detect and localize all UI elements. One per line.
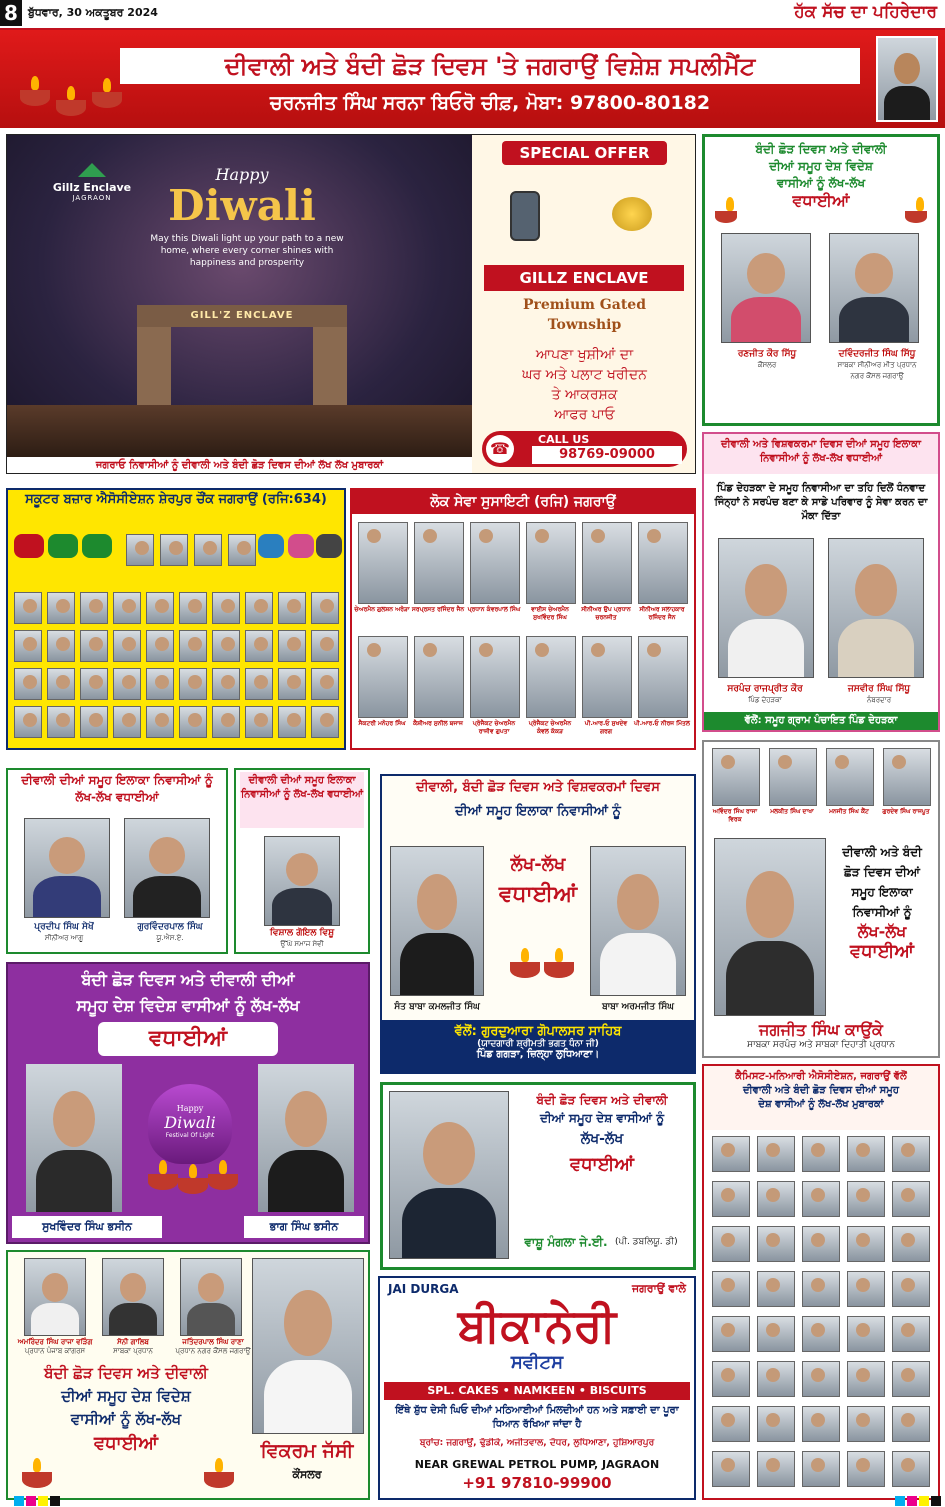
vashu-name: ਵਾਸ਼ੂ ਮੰਗਲਾ ਜੇ.ਈ. — [524, 1235, 608, 1249]
member-caption: ਵਾਈਸ ਚੇਅਰਮੈਨ ਸੁਖਵਿੰਦਰ ਸਿੰਘ — [531, 606, 569, 621]
member-photo — [278, 706, 306, 738]
member-photo — [526, 636, 576, 718]
diya-icon — [92, 92, 122, 108]
photo-bhag-bhasin — [258, 1064, 354, 1212]
member-photo — [802, 1406, 840, 1442]
member-photo — [146, 706, 174, 738]
member-photo — [146, 630, 174, 662]
diya-icon — [905, 211, 927, 223]
leader-caption: ਅਵਿੰਦਰ ਸਿੰਘ ਰਾਜਾ ਵਿਰਕ — [712, 808, 758, 823]
office-bearer-photo — [194, 534, 222, 566]
page-number: 8 — [0, 0, 22, 26]
gurdwara-vadhaiyan: ਵਧਾਈਆਂ — [498, 882, 578, 907]
photo-pardeep — [24, 818, 110, 918]
leader-photo — [769, 748, 817, 806]
photo-jatinderpal-rana — [180, 1258, 242, 1336]
member-photo — [757, 1181, 795, 1217]
member-caption: ਕੈਸ਼ੀਅਰ ਸੁਨੀਲ ਬਜਾਜ — [413, 720, 463, 727]
leader-photo — [712, 748, 760, 806]
bhasin-greeting-box — [6, 962, 370, 1244]
member-photo — [278, 668, 306, 700]
premium-line2: Township — [547, 317, 622, 333]
member-photo — [757, 1406, 795, 1442]
enclave-gate: GILL'Z ENCLAVE — [127, 285, 357, 415]
member-photo — [847, 1226, 885, 1262]
member-photo — [212, 668, 240, 700]
brand-banner: GILLZ ENCLAVE — [484, 265, 684, 291]
member-photo — [802, 1451, 840, 1487]
registration-mark — [50, 1496, 60, 1506]
photo-davinderjit-singh — [829, 233, 919, 343]
leader-caption: ਮਲਕੀਤ ਸਿੰਘ ਦਾਖਾ — [770, 808, 814, 815]
caption-jasvir: ਜਸਵੀਰ ਸਿੰਘ ਸਿੱਧੂ ਨੰਬਰਦਾਰ — [847, 684, 911, 704]
member-photo — [414, 522, 464, 604]
bikaneri-products: SPL. CAKES • NAMKEEN • BISCUITS — [384, 1382, 690, 1400]
bikaneri-branches: ਬ੍ਰਾਂਚ: ਜਗਰਾਉਂ, ਢੁੱਡੀਕੇ, ਅਜੀਤਵਾਲ, ਦੋਧਰ, ਲੁਧਿਆਣਾ, ਹੁਸ਼ਿਆਰਪੁਰ — [419, 1438, 655, 1448]
byline: ਚਰਨਜੀਤ ਸਿੰਘ ਸਰਨਾ ਬਿਓਰੋ ਚੀਫ਼, ਮੋਬਾ: 97800-80182 — [269, 92, 711, 114]
offer-text: ਆਪਣਾ ਖੁਸ਼ੀਆਂ ਦਾ ਘਰ ਅਤੇ ਪਲਾਟ ਖਰੀਦਨ ਤੇ ਆਕਰਸ਼ਕ ਆਫਰ ਪਾਓ — [522, 347, 647, 423]
member-photo — [113, 592, 141, 624]
member-photo — [245, 592, 273, 624]
phone-icon: ☎ — [486, 435, 514, 463]
bhasin-person2: ਭਾਗ ਸਿੰਘ ਭਸੀਨ — [244, 1216, 364, 1238]
caption-vishal: ਵਿਸ਼ਾਲ ਗੋਇਲ ਵਿਸ਼ੂ ਉੱਘੇ ਸਮਾਜ ਸੇਵੀ — [269, 928, 335, 948]
member-photo — [712, 1361, 750, 1397]
chemist-header: ਕੈਮਿਸਟ-ਮਨਿਆਰੀ ਐਸੋਸੀਏਸ਼ਨ, ਜਗਰਾਉਂ ਵੱਲੋਂ ਦੀਵਾਲੀ ਅਤੇ ਬੰਦੀ ਛੋੜ ਦਿਵਸ ਦੀਆਂ ਸਮੂਹ ਦੇਸ਼ ਵਾਸੀਆਂ ਨੂੰ ਲੱਖ-ਲੱਖ ਮੁਬਾਰਕਾਂ — [704, 1066, 938, 1130]
member-photo — [245, 668, 273, 700]
photo-vashu-mangla — [389, 1091, 509, 1259]
member-photo — [802, 1316, 840, 1352]
lok-sewa-society-box — [350, 488, 696, 750]
headline-banner — [0, 30, 945, 128]
member-caption: ਪੀ.ਆਰ.ਓ ਸੁਖਦੇਵ ਗਰਗ — [584, 720, 628, 735]
scooter-bazar-box — [6, 488, 346, 750]
phone-prize-icon — [510, 191, 540, 241]
member-photo — [245, 706, 273, 738]
member-photo — [757, 1361, 795, 1397]
registration-mark — [907, 1496, 917, 1506]
vikram-title: ਕੌਂਸਲਰ — [292, 1468, 322, 1481]
caption-gurvinderpal: ਗੁਰਵਿੰਦਰਪਾਲ ਸਿੰਘ ਯੂ.ਐਸ.ਏ. — [137, 922, 203, 942]
bikaneri-desc: ਇੱਥੇ ਸ਼ੁੱਧ ਦੇਸੀ ਘਿਓ ਦੀਆਂ ਮਠਿਆਈਆਂ ਮਿਲਦੀਆਂ ਹਨ ਅਤੇ ਸਫ਼ਾਈ ਦਾ ਪੂਰਾ ਧਿਆਨ ਰੱਖਿਆ ਜਾਂਦਾ ਹੈ — [395, 1405, 679, 1430]
call-us-panel — [482, 431, 687, 467]
caption-pardeep: ਪ੍ਰਦੀਪ ਸਿੰਘ ਸੇਖੋਂ ਸੀਨੀਅਰ ਆਗੂ — [34, 922, 94, 942]
diya-icon — [148, 1174, 178, 1190]
member-photo — [278, 592, 306, 624]
ad-tagline: May this Diwali light up your path to a new home, where every corner shines with happiness and prosperity — [150, 234, 344, 268]
lok-sewa-header: ਲੋਕ ਸੇਵਾ ਸੁਸਾਇਟੀ (ਰਜਿ) ਜਗਰਾਉਂ — [352, 490, 694, 514]
member-photo — [757, 1226, 795, 1262]
gold-coin-icon — [612, 197, 652, 231]
leader-photo — [826, 748, 874, 806]
member-caption: ਸੀਨੀਅਰ ਸਲਾਹਕਾਰ ਰਜਿੰਦਰ ਜੈਨ — [639, 606, 685, 621]
member-caption: ਪ੍ਰੋਜੈਕਟ ਚੇਅਰਮੈਨ ਕੰਵਲ ਕੱਕੜ — [528, 720, 572, 735]
member-photo — [526, 522, 576, 604]
member-photo — [892, 1181, 930, 1217]
photo-jagjit-kaunke — [714, 838, 826, 1016]
call-us-label: CALL US — [538, 433, 590, 446]
kaunke-name: ਜਗਜੀਤ ਸਿੰਘ ਕਾਉਂਕੇ — [759, 1020, 883, 1039]
gurdwara-person2: ਬਾਬਾ ਅਰਮਜੀਤ ਸਿੰਘ — [602, 1002, 674, 1012]
registration-mark — [14, 1496, 24, 1506]
leader-caption: ਮਨਜੀਤ ਸਿੰਘ ਕੈਂਟ — [829, 808, 869, 815]
caption-rajpreet: ਸਰਪੰਚ ਰਾਜਪ੍ਰੀਤ ਕੌਰ ਪਿੰਡ ਦੇਹੜਕਾ — [727, 684, 803, 704]
member-photo — [892, 1406, 930, 1442]
member-photo — [14, 668, 42, 700]
bikaneri-sweets: ਸਵੀਟਸ — [510, 1352, 564, 1373]
member-photo — [712, 1226, 750, 1262]
member-photo — [847, 1136, 885, 1172]
diya-icon — [20, 90, 50, 106]
vishal-header: ਦੀਵਾਲੀ ਦੀਆਂ ਸਮੂਹ ਇਲਾਕਾ ਨਿਵਾਸੀਆਂ ਨੂੰ ਲੱਖ-ਲੱਖ ਵਧਾਈਆਂ — [240, 772, 364, 828]
bikaneri-sweets-ad — [378, 1276, 696, 1500]
gurdwara-lakh: ਲੱਖ-ਲੱਖ — [510, 854, 566, 875]
vikram-jassi-box — [6, 1250, 370, 1500]
member-photo — [582, 522, 632, 604]
kaunke-title: ਸਾਬਕਾ ਸਰਪੰਚ ਅਤੇ ਸਾਬਕਾ ਦਿਹਾਤੀ ਪ੍ਰਧਾਨ — [747, 1040, 895, 1050]
member-photo — [212, 592, 240, 624]
vashu-greeting-box — [380, 1082, 696, 1270]
gurdwara-footer: ਵੱਲੋਂ: ਗੁਰਦੁਆਰਾ ਗੋਪਾਲਸਰ ਸਾਹਿਬ (ਯਾਦਗਾਰੀ ਸ਼੍ਰੀਮਤੀ ਭਗਤ ਧੰਨਾ ਜੀ) ਪਿੰਡ ਗਗੜਾ, ਜ਼ਿਲ੍ਹਾ ਲੁਧਿਆਣਾ। — [382, 1020, 694, 1072]
photo-soni-galib — [102, 1258, 164, 1336]
photo-rajpreet-kaur — [718, 538, 814, 678]
bhasin-line2: ਸਮੂਹ ਦੇਸ਼ ਵਿਦੇਸ਼ ਵਾਸੀਆਂ ਨੂੰ ਲੱਖ-ਲੱਖ — [76, 996, 300, 1015]
registration-mark — [919, 1496, 929, 1506]
caption-galib: ਸੋਨੀ ਗਾਲਿਬ ਸਾਬਕਾ ਪ੍ਰਧਾਨ — [113, 1338, 153, 1355]
member-photo — [470, 522, 520, 604]
councillor-greeting-box — [702, 134, 940, 426]
diya-icon — [204, 1472, 234, 1488]
member-photo — [47, 668, 75, 700]
caption-rana: ਜਤਿੰਦਰਪਾਲ ਸਿੰਘ ਰਾਣਾ ਪ੍ਰਧਾਨ ਨਗਰ ਕੌਂਸਲ ਜਗਰਾਉਂ — [175, 1338, 251, 1355]
diya-icon — [178, 1178, 208, 1194]
kaunke-lines: ਦੀਵਾਲੀ ਅਤੇ ਬੰਦੀ ਛੋੜ ਦਿਵਸ ਦੀਆਂ ਸਮੂਹ ਇਲਾਕਾ ਨਿਵਾਸੀਆਂ ਨੂੰ ਲੱਖ-ਲੱਖ ਵਧਾਈਆਂ — [842, 845, 922, 962]
member-photo — [892, 1226, 930, 1262]
member-photo — [892, 1361, 930, 1397]
member-photo — [278, 630, 306, 662]
office-bearer-photo — [228, 534, 256, 566]
member-photo — [892, 1136, 930, 1172]
logo-house-icon — [78, 163, 106, 177]
member-photo — [470, 636, 520, 718]
photo-armjit-singh — [590, 846, 686, 996]
member-photo — [757, 1271, 795, 1307]
gurdwara-greeting-box — [380, 774, 696, 1074]
headline: ਦੀਵਾਲੀ ਅਤੇ ਬੰਦੀ ਛੋੜ ਦਿਵਸ 'ਤੇ ਜਗਰਾਉਂ ਵਿਸ਼ੇਸ਼ ਸਪਲੀਮੈਂਟ — [120, 48, 860, 84]
pardeep-greeting-box — [6, 768, 228, 954]
chemist-association-box — [702, 1064, 940, 1500]
member-caption: ਚੇਅਰਮੈਨ ਗੁਲਸ਼ਨ ਅਰੋੜਾ — [354, 606, 410, 613]
member-photo — [892, 1451, 930, 1487]
member-photo — [847, 1316, 885, 1352]
dehrka-body: ਪਿੰਡ ਦੇਹੜਕਾ ਦੇ ਸਮੂਹ ਨਿਵਾਸੀਆ ਦਾ ਤਹਿ ਦਿਲੋਂ ਧੰਨਵਾਦ ਜਿੰਨ੍ਹਾਂ ਨੇ ਸਰਪੰਚ ਬਣਾ ਕੇ ਸਾਡੇ ਪਰਿਵਾਰ ਨੂੰ ਸੇਵਾ ਕਰਨ ਦਾ ਮੌਕਾ ਦਿੱਤਾ — [714, 483, 928, 522]
member-photo — [712, 1316, 750, 1352]
kaunke-greeting-box — [702, 740, 940, 1058]
member-photo-grid — [8, 490, 344, 748]
member-photo — [80, 592, 108, 624]
member-photo — [712, 1181, 750, 1217]
member-photo — [179, 630, 207, 662]
vishal-greeting-box — [234, 768, 370, 954]
member-photo — [212, 630, 240, 662]
member-photo — [638, 522, 688, 604]
member-photo — [847, 1271, 885, 1307]
member-photo — [311, 668, 339, 700]
greeting-lines: ਬੰਦੀ ਛੋੜ ਦਿਵਸ ਅਤੇ ਦੀਵਾਲੀ ਦੀਆਂ ਸਮੂਹ ਦੇਸ਼ ਵਿਦੇਸ਼ ਵਾਸੀਆਂ ਨੂੰ ਲੱਖ-ਲੱਖ ਵਧਾਈਆਂ — [755, 142, 887, 210]
diya-icon — [22, 1472, 52, 1488]
member-caption: ਸਰਪ੍ਰਸਤ ਰਜਿੰਦਰ ਜੈਨ — [411, 606, 465, 613]
member-caption: ਪੀ.ਆਰ.ਓ ਨੀਰਜ ਮਿੱਤਲ — [634, 720, 690, 727]
gurdwara-header1: ਦੀਵਾਲੀ, ਬੰਦੀ ਛੋੜ ਦਿਵਸ ਅਤੇ ਵਿਸ਼ਵਕਰਮਾਂ ਦਿਵਸ — [416, 780, 660, 795]
office-bearer-photo — [160, 534, 188, 566]
member-photo — [847, 1181, 885, 1217]
bottom-strip: ਜਗਰਾਓ ਨਿਵਾਸੀਆਂ ਨੂੰ ਦੀਵਾਲੀ ਅਤੇ ਬੰਦੀ ਛੋੜ ਦਿਵਸ ਦੀਆਂ ਲੱਖ ਲੱਖ ਮੁਬਾਰਕਾਂ — [7, 457, 472, 474]
gurdwara-person1: ਸੰਤ ਬਾਬਾ ਕਮਲਜੀਤ ਸਿੰਘ — [394, 1002, 480, 1012]
leader-photo — [883, 748, 931, 806]
leader-caption: ਗੁਰਦੇਵ ਸਿੰਘ ਰਾਜਪੂਤ — [882, 808, 930, 815]
vikram-name: ਵਿਕਰਮ ਜੱਸੀ — [260, 1440, 354, 1462]
member-caption: ਪ੍ਰਧਾਨ ਕੰਵਰਪਾਲ ਸਿੰਘ — [467, 606, 521, 613]
bhasin-line1: ਬੰਦੀ ਛੋੜ ਦਿਵਸ ਅਤੇ ਦੀਵਾਲੀ ਦੀਆਂ — [81, 970, 295, 989]
diya-icon — [715, 211, 737, 223]
photo-jasvir-singh — [828, 538, 924, 678]
registration-mark — [26, 1496, 36, 1506]
member-photo — [847, 1406, 885, 1442]
caption-ranjit-kaur: ਰਣਜੀਤ ਕੌਰ ਸਿੱਧੂ ਕੌਂਸਲਰ — [737, 349, 797, 369]
member-photo — [712, 1271, 750, 1307]
vashu-lines: ਬੰਦੀ ਛੋੜ ਦਿਵਸ ਅਤੇ ਦੀਵਾਲੀ ਦੀਆਂ ਸਮੂਹ ਦੇਸ਼ ਵਾਸੀਆਂ ਨੂੰ ਲੱਖ-ਲੱਖ ਵਧਾਈਆਂ — [536, 1093, 668, 1175]
member-photo — [358, 522, 408, 604]
ground — [7, 405, 472, 457]
vikram-lines: ਬੰਦੀ ਛੋੜ ਦਿਵਸ ਅਤੇ ਦੀਵਾਲੀ ਦੀਆਂ ਸਮੂਹ ਦੇਸ਼ ਵਿਦੇਸ਼ ਵਾਸੀਆਂ ਨੂੰ ਲੱਖ-ਲੱਖ ਵਧਾਈਆਂ — [44, 1364, 208, 1454]
member-photo — [14, 592, 42, 624]
member-caption: ਸੀਨੀਅਰ ਉਪ ਪ੍ਰਧਾਨ ਚਰਨਜੀਤ — [581, 606, 631, 621]
member-photo — [14, 706, 42, 738]
member-caption: ਪ੍ਰੋਜੈਕਟ ਚੇਅਰਮੈਨ ਰਾਜੀਵ ਗੁਪਤਾ — [472, 720, 516, 735]
member-photo — [358, 636, 408, 718]
member-photo — [14, 630, 42, 662]
member-photo — [146, 592, 174, 624]
registration-mark — [38, 1496, 48, 1506]
gurdwara-header2: ਦੀਆਂ ਸਮੂਹ ਇਲਾਕਾ ਨਿਵਾਸੀਆਂ ਨੂੰ — [455, 804, 621, 819]
member-photo — [80, 668, 108, 700]
member-photo — [212, 706, 240, 738]
kaunke-top-photos — [704, 742, 938, 832]
member-photo — [802, 1181, 840, 1217]
diya-icon — [56, 100, 86, 116]
diya-icon — [208, 1174, 238, 1190]
member-photo — [802, 1136, 840, 1172]
member-photo — [892, 1316, 930, 1352]
member-photo — [757, 1316, 795, 1352]
pardeep-header: ਦੀਵਾਲੀ ਦੀਆਂ ਸਮੂਹ ਇਲਾਕਾ ਨਿਵਾਸੀਆਂ ਨੂੰ ਲੱਖ-ਲੱਖ ਵਧਾਈਆਂ — [21, 773, 213, 804]
bhasin-person1: ਸੁਖਵਿੰਦਰ ਸਿੰਘ ਭਸੀਨ — [12, 1216, 162, 1238]
photo-gurvinderpal — [124, 818, 210, 918]
chemist-members-grid — [704, 1066, 938, 1498]
photo-kamaljit-singh — [390, 846, 484, 996]
photo-ranjit-kaur — [721, 233, 811, 343]
member-photo — [582, 636, 632, 718]
jai-durga: JAI DURGA — [388, 1282, 459, 1296]
photo-amrinder-warring — [24, 1258, 86, 1336]
member-photo — [47, 630, 75, 662]
diya-icon — [544, 962, 574, 978]
office-bearer-photo — [126, 534, 154, 566]
special-offer-badge: SPECIAL OFFER — [502, 141, 667, 165]
jagraon-wale: ਜਗਰਾਉਂ ਵਾਲੇ — [631, 1282, 686, 1295]
dehrka-footer: ਵੱਲੋਂ: ਸਮੂਹ ਗ੍ਰਾਮ ਪੰਚਾਇਤ ਪਿੰਡ ਦੇਹੜਕਾ — [704, 712, 938, 730]
member-photo — [757, 1136, 795, 1172]
paper-name: ਹੱਕ ਸੱਚ ਦਾ ਪਹਿਰੇਦਾਰ — [794, 2, 937, 22]
photo-sukhwinder-bhasin — [26, 1064, 122, 1212]
bikaneri-brand: ਬੀਕਾਨੇਰੀ — [457, 1298, 617, 1352]
member-photo — [179, 592, 207, 624]
caption-warring: ਅਮਰਿੰਦਰ ਸਿੰਘ ਰਾਜਾ ਵੜਿੰਗ ਪ੍ਰਧਾਨ ਪੰਜਾਬ ਕਾਂਗਰਸ — [17, 1338, 93, 1355]
offer-phone: 98769-09000 — [532, 446, 682, 464]
gillz-logo: Gillz Enclave JAGRAON — [47, 163, 137, 202]
bureau-chief-photo — [876, 36, 938, 122]
scooter-header: ਸਕੂਟਰ ਬਜ਼ਾਰ ਐਸੋਸੀਏਸ਼ਨ ਸ਼ੇਰਪੁਰ ਚੌਂਕ ਜਗਰਾਉਂ (ਰਜਿ:634) — [25, 492, 327, 507]
member-photo — [113, 706, 141, 738]
member-photo — [847, 1361, 885, 1397]
member-photo — [311, 630, 339, 662]
dehrka-panchayat-box — [702, 432, 940, 732]
issue-date: ਬੁੱਧਵਾਰ, 30 ਅਕਤੂਬਰ 2024 — [28, 6, 158, 19]
member-photo — [146, 668, 174, 700]
member-photo — [113, 668, 141, 700]
bikaneri-address: NEAR GREWAL PETROL PUMP, JAGRAON — [414, 1458, 660, 1471]
caption-davinderjit: ਦਵਿੰਦਰਜੀਤ ਸਿੰਘ ਸਿੱਧੂ ਸਾਬਕਾ ਸੀਨੀਅਰ ਮੀਤ ਪ੍ਰਧਾਨ ਨਗਰ ਕੌਂਸਲ ਜਗਰਾਉਂ — [837, 349, 917, 380]
registration-mark — [931, 1496, 941, 1506]
premium-line1: Premium Gated — [523, 297, 646, 313]
member-photo — [47, 592, 75, 624]
bikaneri-phone: +91 97810-99900 — [462, 1474, 612, 1492]
member-photo — [712, 1406, 750, 1442]
member-photo — [179, 668, 207, 700]
bhasin-line3: ਵਧਾਈਆਂ — [98, 1022, 278, 1056]
member-photo — [757, 1451, 795, 1487]
member-photo — [80, 706, 108, 738]
member-photo — [802, 1361, 840, 1397]
dehrka-header: ਦੀਵਾਲੀ ਅਤੇ ਵਿਸ਼ਵਕਰਮਾ ਦਿਵਸ ਦੀਆਂ ਸਮੂਹ ਇਲਾਕਾ ਨਿਵਾਸੀਆਂ ਨੂੰ ਲੱਖ-ਲੱਖ ਵਧਾਈਆਂ — [704, 434, 938, 474]
happy-diwali-title: Happy Diwali — [168, 165, 316, 230]
photo-vikram-jassi — [252, 1258, 364, 1434]
diwali-badge: Happy Diwali Festival Of Light — [148, 1084, 232, 1164]
member-photo — [311, 592, 339, 624]
member-photo — [638, 636, 688, 718]
registration-mark — [895, 1496, 905, 1506]
vashu-dept: (ਪੀ. ਡਬਲਿਯੂ. ਡੀ) — [615, 1237, 678, 1247]
member-photo — [311, 706, 339, 738]
member-photo — [80, 630, 108, 662]
member-photo — [113, 630, 141, 662]
member-photo — [802, 1226, 840, 1262]
member-photo — [47, 706, 75, 738]
member-caption: ਸੈਕਟਰੀ ਮਨੋਹਰ ਸਿੰਘ — [358, 720, 406, 727]
member-photo — [179, 706, 207, 738]
member-photo — [892, 1271, 930, 1307]
member-photo — [802, 1271, 840, 1307]
member-photo — [712, 1136, 750, 1172]
member-photo — [414, 636, 464, 718]
member-photo — [245, 630, 273, 662]
offer-panel — [472, 135, 696, 474]
diya-icon — [510, 962, 540, 978]
photo-vishal — [264, 836, 340, 926]
member-photo — [847, 1451, 885, 1487]
lok-sewa-members — [352, 490, 694, 748]
gillz-diwali-ad — [6, 134, 696, 474]
member-photo — [712, 1451, 750, 1487]
